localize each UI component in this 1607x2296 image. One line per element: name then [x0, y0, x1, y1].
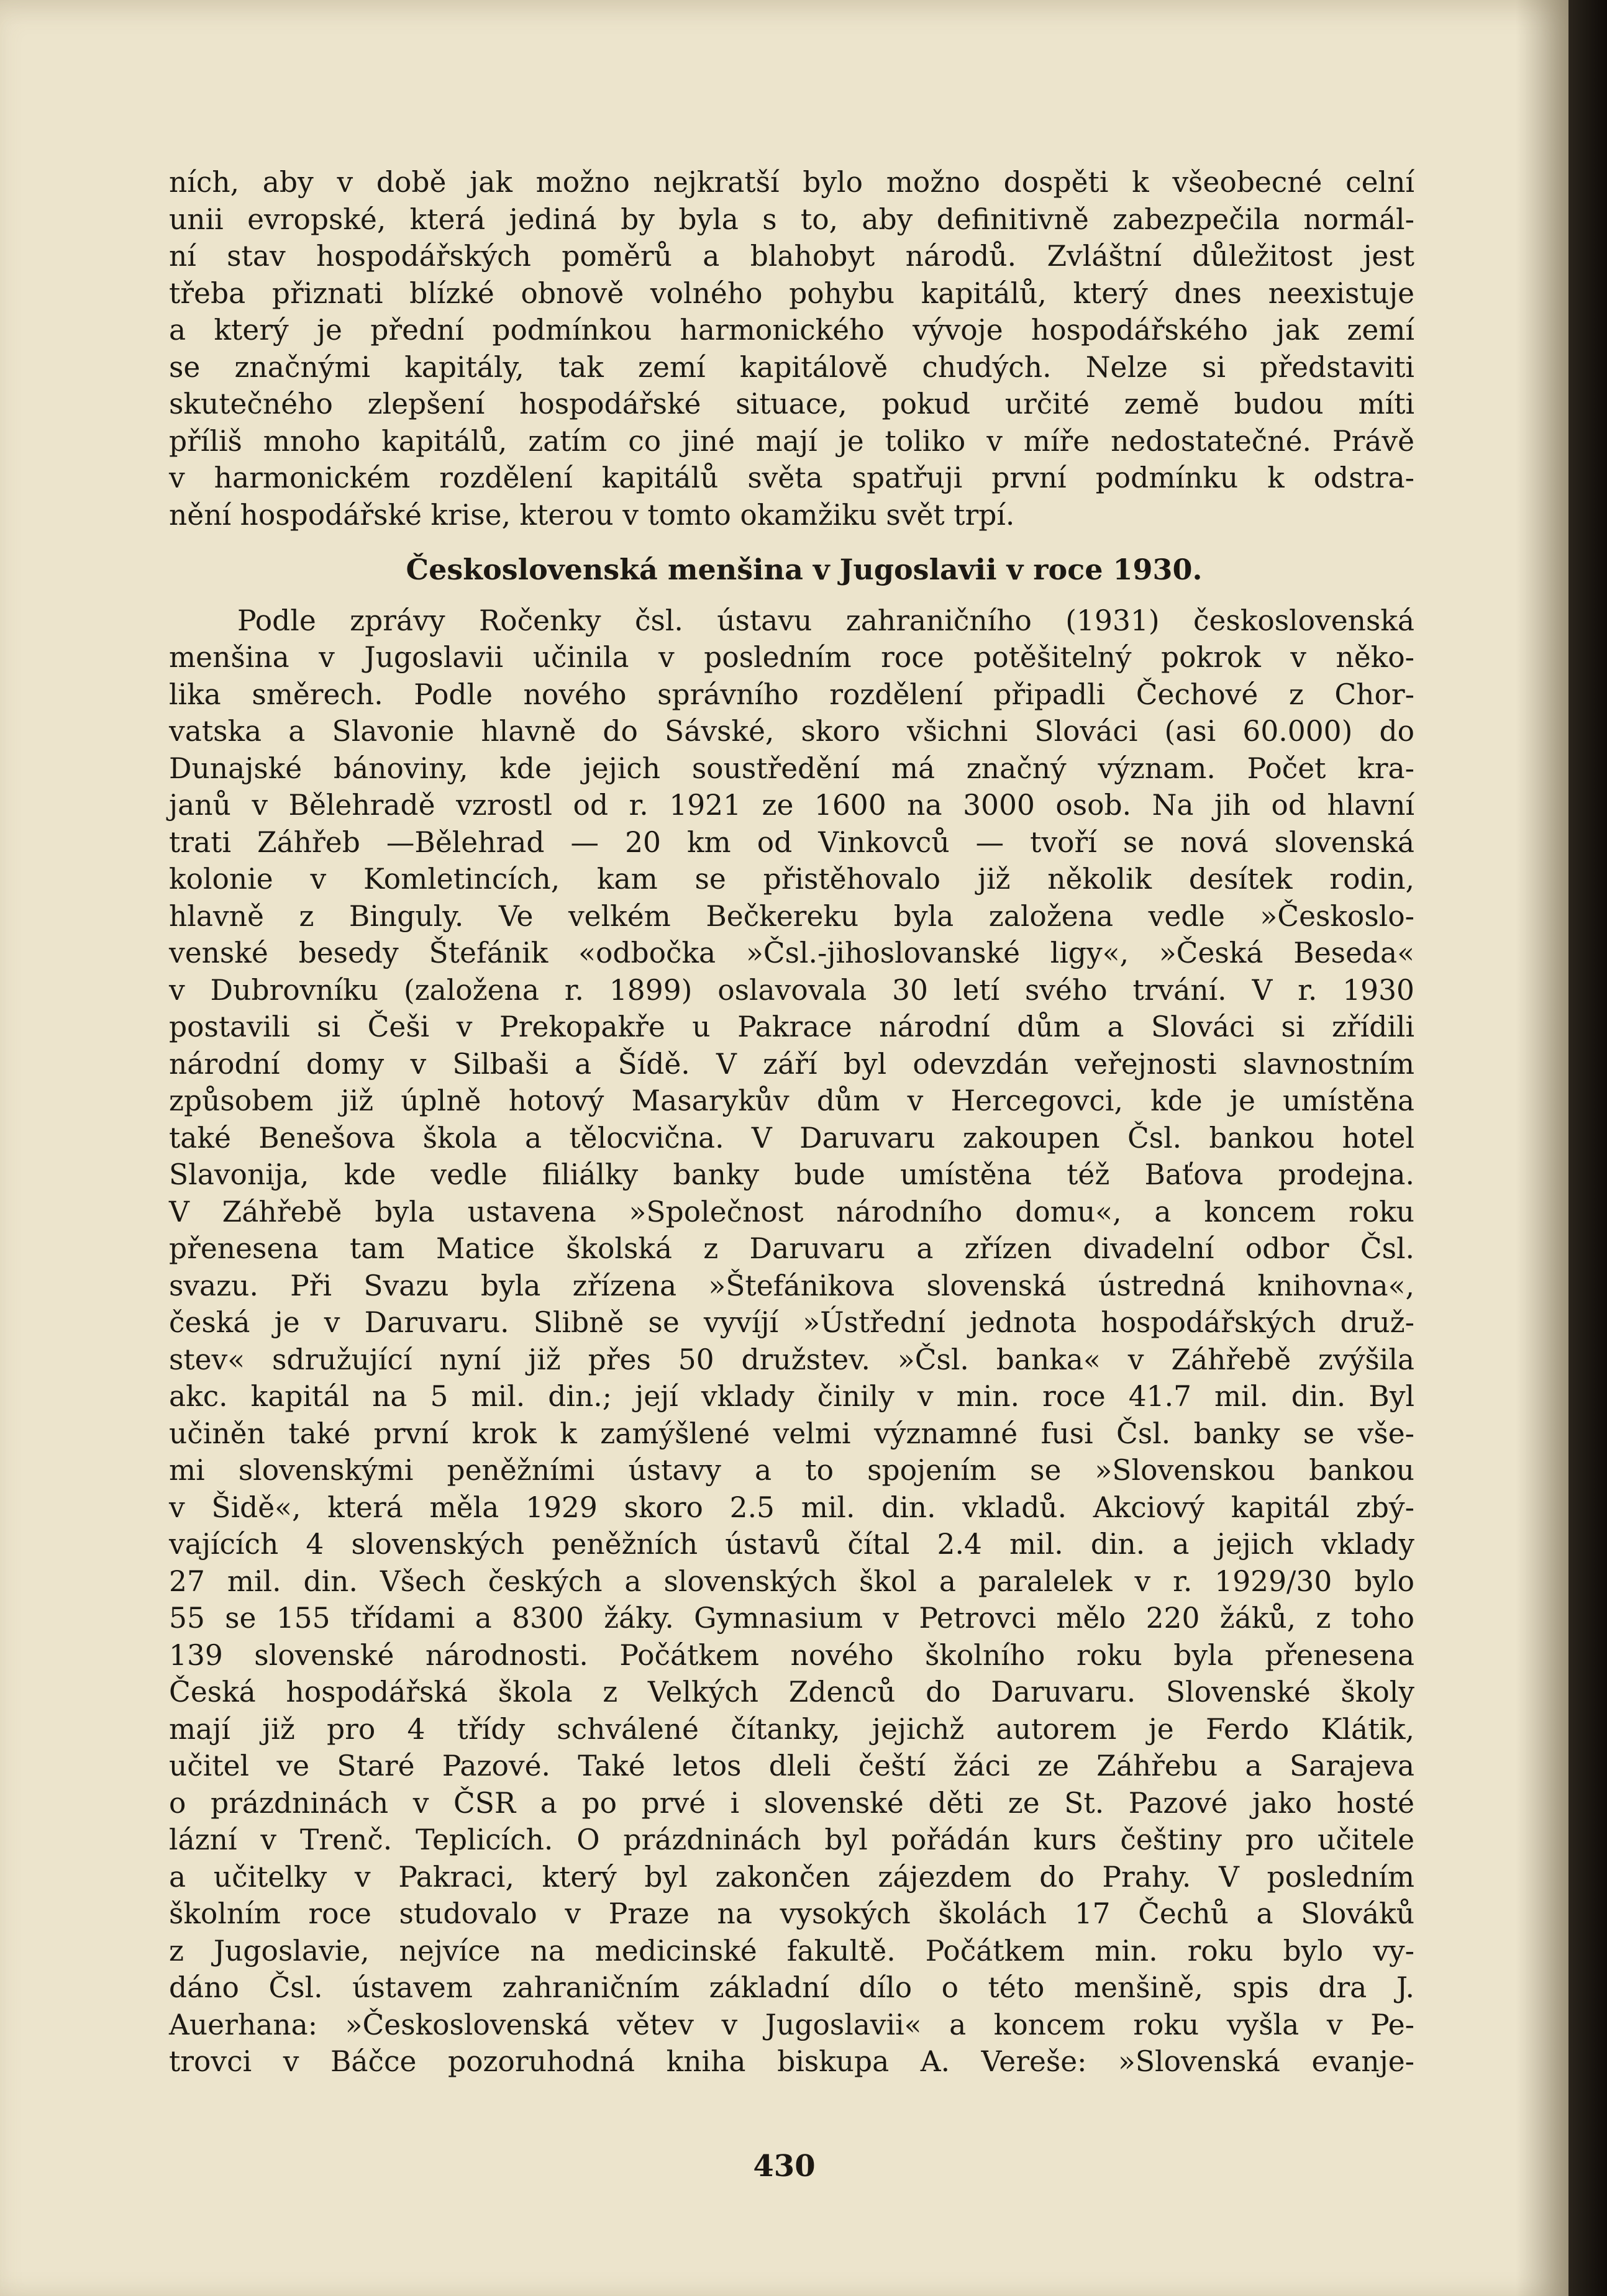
text-line: kolonie v Komletincích, kam se přistěhovalo již několik desítek rodin, — [169, 863, 1414, 896]
text-line: Auerhana: »Československá větev v Jugoslavii« a koncem roku vyšla v Pe- — [169, 2008, 1414, 2041]
text-line: venské besedy Štefánik «odbočka »Čsl.-jihoslovanské ligy«, »Česká Beseda« — [169, 937, 1414, 969]
text-line: stev« sdružující nyní již přes 50 družstev. »Čsl. banka« v Záhřebě zvýšila — [169, 1343, 1414, 1376]
text-line: se značnými kapitály, tak zemí kapitálově chudých. Nelze si představiti — [169, 350, 1414, 384]
text-line: janů v Bělehradě vzrostl od r. 1921 ze 1600 na 3000 osob. Na jih od hlavní — [169, 789, 1414, 822]
text-line: V Záhřebě byla ustavena »Společnost národního domu«, a koncem roku — [169, 1195, 1414, 1228]
text-line: vajících 4 slovenských peněžních ústavů čítal 2.4 mil. din. a jejich vklady — [169, 1528, 1414, 1561]
text-line: 139 slovenské národnosti. Počátkem nového školního roku byla přenesena — [169, 1638, 1414, 1672]
paragraph-continued — [169, 164, 1414, 533]
text-line: česká je v Daruvaru. Slibně se vyvíjí »Ústřední jednota hospodářských druž- — [169, 1306, 1414, 1339]
text-line: Česká hospodářská škola z Velkých Zdenců do Daruvaru. Slovenské školy — [169, 1676, 1414, 1708]
section-heading: Československá menšina v Jugoslavii v roce 1930. — [406, 553, 1203, 586]
text-line: a učitelky v Pakraci, který byl zakončen zájezdem do Prahy. V posledním — [169, 1860, 1414, 1894]
page-number: 430 — [753, 2149, 816, 2184]
text-line: skutečného zlepšení hospodářské situace, pokud určité země budou míti — [169, 388, 1414, 420]
text-line: v harmonickém rozdělení kapitálů světa spatřuji první podmínku k odstra- — [169, 461, 1414, 494]
text-line: učiněn také první krok k zamýšlené velmi významné fusi Čsl. banky se vše- — [169, 1417, 1414, 1450]
text-line: lázní v Trenč. Teplicích. O prázdninách byl pořádán kurs češtiny pro učitele — [169, 1823, 1414, 1856]
text-line: třeba přiznati blízké obnově volného pohybu kapitálů, který dnes neexistuje — [169, 276, 1414, 310]
text-line: 27 mil. din. Všech českých a slovenských škol a paralelek v r. 1929/30 bylo — [169, 1564, 1414, 1598]
page-text — [169, 164, 1414, 2080]
text-line: svazu. Při Svazu byla zřízena »Štefánikova slovenská ústredná knihovna«, — [169, 1269, 1414, 1302]
text-line: lika směrech. Podle nového správního rozdělení připadli Čechové z Chor- — [169, 678, 1414, 711]
text-line: příliš mnoho kapitálů, zatím co jiné mají je toliko v míře nedostatečné. Právě — [169, 424, 1414, 458]
text-line: unii evropské, která jediná by byla s to, aby definitivně zabezpečila normál- — [169, 202, 1414, 236]
text-line: způsobem již úplně hotový Masarykův dům v Hercegovci, kde je umístěna — [169, 1084, 1414, 1117]
text-line: ních, aby v době jak možno nejkratší bylo možno dospěti k všeobecné celní — [169, 166, 1414, 199]
book-spine-gutter — [1568, 0, 1607, 2296]
text-line: školním roce studovalo v Praze na vysokých školách 17 Čechů a Slováků — [169, 1897, 1414, 1930]
text-line: z Jugoslavie, nejvíce na medicinské fakultě. Počátkem min. roku bylo vy- — [169, 1934, 1414, 1967]
text-line: postavili si Češi v Prekopakře u Pakrace národní dům a Slováci si zřídili — [169, 1010, 1414, 1043]
text-line: Slavonija, kde vedle filiálky banky bude umístěna též Baťova prodejna. — [169, 1158, 1414, 1191]
text-line: menšina v Jugoslavii učinila v posledním roce potěšitelný pokrok v něko- — [169, 641, 1414, 674]
text-line: vatska a Slavonie hlavně do Sávské, skoro všichni Slováci (asi 60.000) do — [169, 715, 1414, 748]
text-line: nění hospodářské krise, kterou v tomto okamžiku svět trpí. — [169, 498, 1015, 532]
text-line: mi slovenskými peněžními ústavy a to spojením se »Slovenskou bankou — [169, 1454, 1414, 1487]
text-line: akc. kapitál na 5 mil. din.; její vklady činily v min. roce 41.7 mil. din. Byl — [169, 1380, 1414, 1413]
text-line: 55 se 155 třídami a 8300 žáky. Gymnasium v Petrovci mělo 220 žáků, z toho — [169, 1602, 1414, 1635]
text-line: trovci v Báčce pozoruhodná kniha biskupa A. Vereše: »Slovenská evanje- — [169, 2045, 1414, 2078]
text-line: trati Záhřeb —Bělehrad — 20 km od Vinkovců — tvoří se nová slovenská — [169, 825, 1414, 859]
text-line: a který je přední podmínkou harmonického vývoje hospodářského jak zemí — [169, 314, 1414, 347]
text-line: ní stav hospodářských poměrů a blahobyt národů. Zvláštní důležitost jest — [169, 240, 1414, 273]
text-line: o prázdninách v ČSR a po prvé i slovenské děti ze St. Pazové jako hosté — [169, 1786, 1414, 1820]
text-line: učitel ve Staré Pazové. Také letos dleli čeští žáci ze Záhřebu a Sarajeva — [169, 1749, 1414, 1782]
text-line: v Dubrovníku (založena r. 1899) oslavovala 30 letí svého trvání. V r. 1930 — [169, 973, 1414, 1007]
text-line: mají již pro 4 třídy schválené čítanky, jejichž autorem je Ferdo Klátik, — [169, 1712, 1414, 1746]
text-line: národní domy v Silbaši a Šídě. V září byl odevzdán veřejnosti slavnostním — [169, 1047, 1414, 1081]
text-line: Podle zprávy Ročenky čsl. ústavu zahraničního (1931) československá — [237, 604, 1414, 637]
text-line: v Šidě«, která měla 1929 skoro 2.5 mil. din. vkladů. Akciový kapitál zbý- — [169, 1491, 1414, 1524]
text-line: Dunajské bánoviny, kde jejich soustředění má značný význam. Počet kra- — [169, 751, 1414, 785]
text-line: dáno Čsl. ústavem zahraničním základní dílo o této menšině, spis dra J. — [169, 1971, 1414, 2004]
text-line: také Benešova škola a tělocvična. V Daruvaru zakoupen Čsl. bankou hotel — [169, 1121, 1414, 1155]
page-edge-shadow — [1516, 0, 1568, 2296]
text-line: přenesena tam Matice školská z Daruvaru a zřízen divadelní odbor Čsl. — [169, 1232, 1414, 1265]
text-line: hlavně z Binguly. Ve velkém Bečkereku byla založena vedle »Českoslo- — [169, 899, 1414, 933]
section-paragraph — [169, 602, 1414, 2080]
